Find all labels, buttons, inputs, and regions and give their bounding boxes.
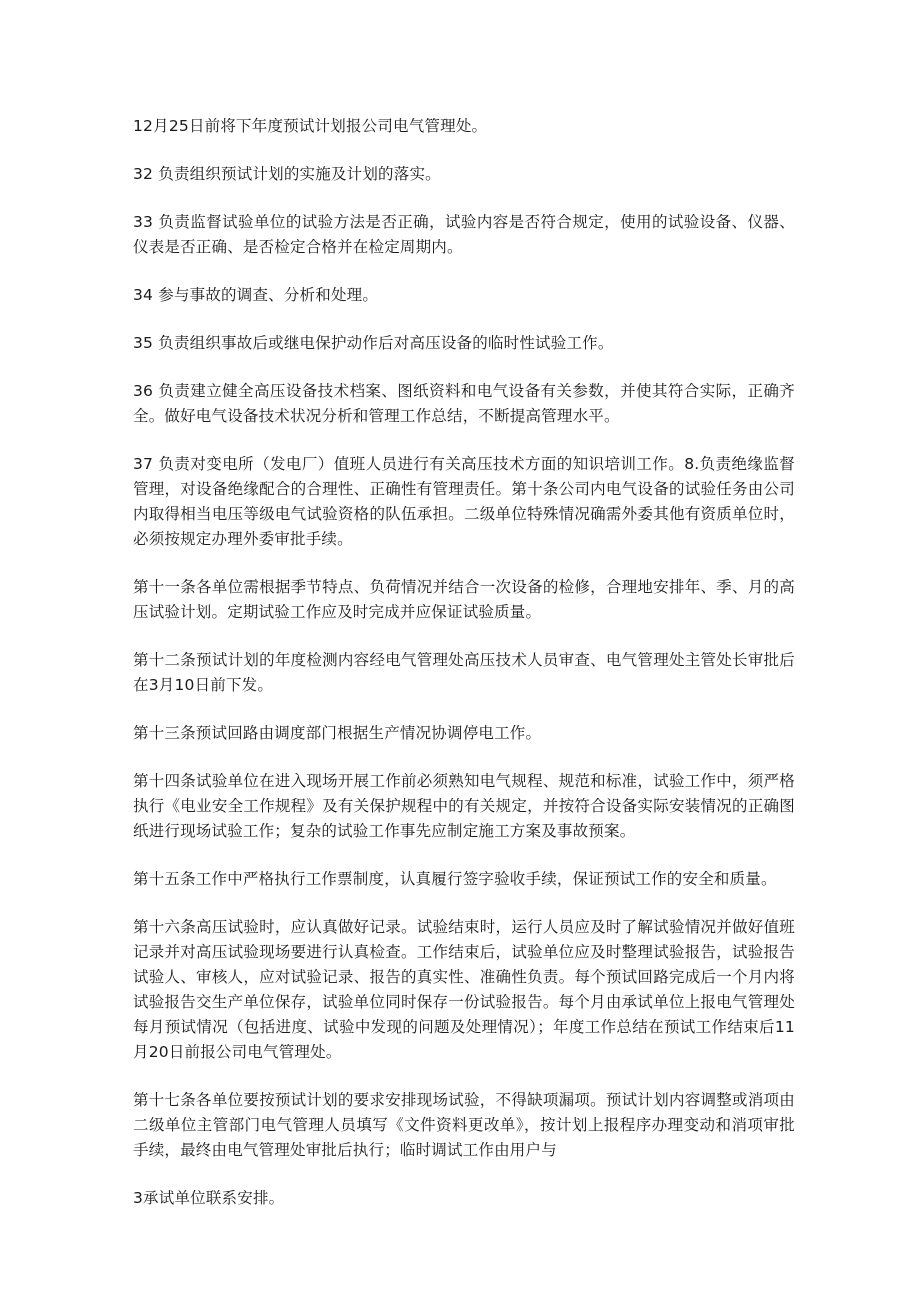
- paragraph: 36 负责建立健全高压设备技术档案、图纸资料和电气设备有关参数，并使其符合实际，正确齐全。做好电气设备技术状况分析和管理工作总结，不断提高管理水平。: [133, 382, 795, 425]
- paragraph: 第十五条工作中严格执行工作票制度，认真履行签字验收手续，保证预试工作的安全和质量。: [133, 870, 777, 888]
- paragraph: 34 参与事故的调查、分析和处理。: [133, 286, 379, 304]
- paragraph: 第十六条高压试验时，应认真做好记录。试验结束时，运行人员应及时了解试验情况并做好值班记录并对高压试验现场要进行认真检查。工作结束后，试验单位应及时整理试验报告，试验报告试验人、审核人，应对试验记录、报告的真实性、准确性负责。每个预试回路完成后一个月内将试验报告交生产单位保存，试验单位同时保存一份试验报告。每个月由承试单位上报电气管理处每月预试情况（包括进度、试验中发现的问题及处理情况）；年度工作总结在预试工作结束后11月20日前报公司电气管理处。: [133, 918, 795, 1061]
- paragraph: 第十一条各单位需根据季节特点、负荷情况并结合一次设备的检修，合理地安排年、季、月的高压试验计划。定期试验工作应及时完成并应保证试验质量。: [133, 578, 795, 621]
- paragraph: 33 负责监督试验单位的试验方法是否正确，试验内容是否符合规定，使用的试验设备、仪器、仪表是否正确、是否检定合格并在检定周期内。: [133, 213, 795, 256]
- paragraph: 第十七条各单位要按预试计划的要求安排现场试验，不得缺项漏项。预试计划内容调整或消项由二级单位主管部门电气管理人员填写《文件资料更改单》，按计划上报程序办理变动和消项审批手续，最终由电气管理处审批后执行；临时调试工作由用户与: [133, 1091, 795, 1159]
- paragraph: 第十四条试验单位在进入现场开展工作前必须熟知电气规程、规范和标准，试验工作中，须严格执行《电业安全工作规程》及有关保护规程中的有关规定，并按符合设备实际安装情况的正确图纸进行现场试验工作；复杂的试验工作事先应制定施工方案及事故预案。: [133, 772, 795, 840]
- paragraph: 32 负责组织预试计划的实施及计划的落实。: [133, 165, 441, 183]
- paragraph: 35 负责组织事故后或继电保护动作后对高压设备的临时性试验工作。: [133, 334, 614, 352]
- paragraph: 3承试单位联系安排。: [133, 1189, 285, 1207]
- paragraph: 12月25日前将下年度预试计划报公司电气管理处。: [133, 117, 488, 135]
- paragraph: 37 负责对变电所（发电厂）值班人员进行有关高压技术方面的知识培训工作。8.负责绝缘监督管理，对设备绝缘配合的合理性、正确性有管理责任。第十条公司内电气设备的试验任务由公司内取得相当电压等级电气试验资格的队伍承担。二级单位特殊情况确需外委其他有资质单位时，必须按规定办理外委审批手续。: [133, 455, 795, 548]
- document-body: [133, 114, 795, 1234]
- paragraph: 第十二条预试计划的年度检测内容经电气管理处高压技术人员审查、电气管理处主管处长审批后在3月10日前下发。: [133, 651, 795, 694]
- paragraph: 第十三条预试回路由调度部门根据生产情况协调停电工作。: [133, 724, 542, 742]
